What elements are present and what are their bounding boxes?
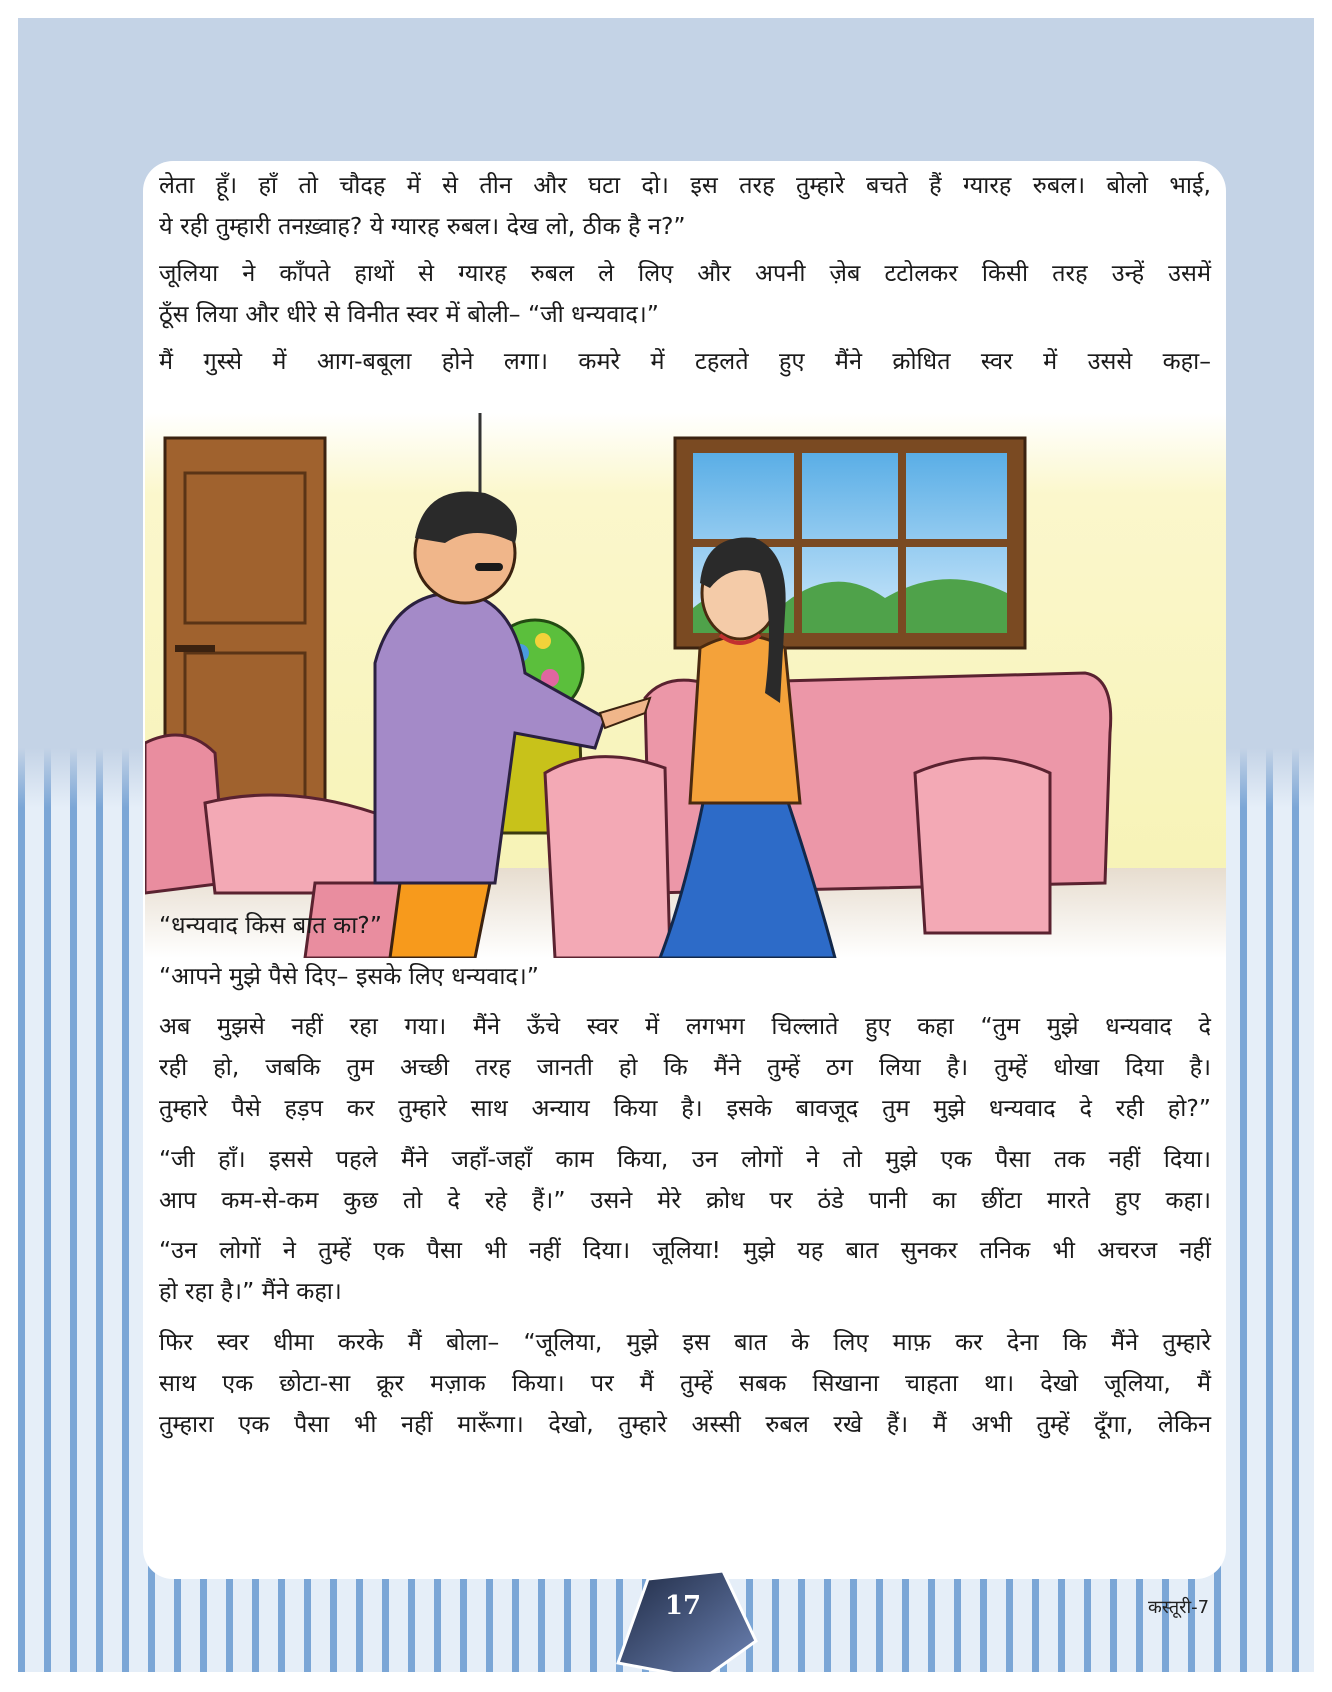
story-illustration bbox=[145, 413, 1226, 958]
content-panel bbox=[143, 161, 1226, 1579]
series-name: कस्तूरी-7 bbox=[1148, 1597, 1210, 1618]
page-number-badge bbox=[608, 1571, 758, 1672]
paragraph-line: साथ एक छोटा-सा क्रूर मज़ाक किया। पर मैं तुम्हें सबक सिखाना चाहता था। देखो जूलिया, मैं bbox=[159, 1369, 1211, 1397]
paragraph-line: “उन लोगों ने तुम्हें एक पैसा भी नहीं दिया। जूलिया! मुझे यह बात सुनकर तनिक भी अचरज नहीं bbox=[159, 1236, 1211, 1264]
paragraph-line: हो रहा है।” मैंने कहा। bbox=[159, 1277, 342, 1305]
paragraph-line: आप कम-से-कम कुछ तो दे रहे हैं।” उसने मेरे क्रोध पर ठंडे पानी का छींटा मारते हुए कहा। bbox=[159, 1186, 1211, 1214]
paragraph-line: मैं गुस्से में आग-बबूला होने लगा। कमरे में टहलते हुए मैंने क्रोधित स्वर में उससे कहा– bbox=[159, 347, 1211, 375]
paragraph-line: रही हो, जबकि तुम अच्छी तरह जानती हो कि मैंने तुम्हें ठग लिया है। तुम्हें धोखा दिया है। bbox=[159, 1053, 1211, 1081]
paragraph-line: अब मुझसे नहीं रहा गया। मैंने ऊँचे स्वर में लगभग चिल्लाते हुए कहा “तुम मुझे धन्यवाद दे bbox=[159, 1012, 1211, 1040]
paragraph-line: “जी हाँ। इससे पहले मैंने जहाँ-जहाँ काम किया, उन लोगों ने तो मुझे एक पैसा तक नहीं दिया। bbox=[159, 1145, 1211, 1173]
paragraph-line: तुम्हारे पैसे हड़प कर तुम्हारे साथ अन्याय किया है। इसके बावजूद तुम मुझे धन्यवाद दे रही हो?” bbox=[159, 1094, 1211, 1122]
paragraph-line: “आपने मुझे पैसे दिए– इसके लिए धन्यवाद।” bbox=[159, 962, 539, 990]
paragraph-line: फिर स्वर धीमा करके मैं बोला– “जूलिया, मुझे इस बात के लिए माफ़ कर देना कि मैंने तुम्हारे bbox=[159, 1328, 1211, 1356]
paragraph-line: जूलिया ने काँपते हाथों से ग्यारह रुबल ले लिए और अपनी ज़ेब टटोलकर किसी तरह उन्हें उसमें bbox=[159, 259, 1211, 287]
paragraph-line: ये रही तुम्हारी तनख़्वाह? ये ग्यारह रुबल। देख लो, ठीक है न?” bbox=[159, 212, 686, 240]
paragraph-line: तुम्हारा एक पैसा भी नहीं मारूँगा। देखो, तुम्हारे अस्सी रुबल रखे हैं। मैं अभी तुम्हें दूँगा, लेकिन bbox=[159, 1410, 1211, 1438]
paragraph-line: ठूँस लिया और धीरे से विनीत स्वर में बोली– “जी धन्यवाद।” bbox=[159, 300, 659, 328]
page-number: 17 bbox=[664, 1591, 702, 1621]
page-frame bbox=[18, 18, 1314, 1672]
paragraph-line: लेता हूँ। हाँ तो चौदह में से तीन और घटा दो। इस तरह तुम्हारे बचते हैं ग्यारह रुबल। बोलो भाई, bbox=[159, 171, 1211, 199]
paragraph-line: “धन्यवाद किस बात का?” bbox=[159, 911, 382, 939]
